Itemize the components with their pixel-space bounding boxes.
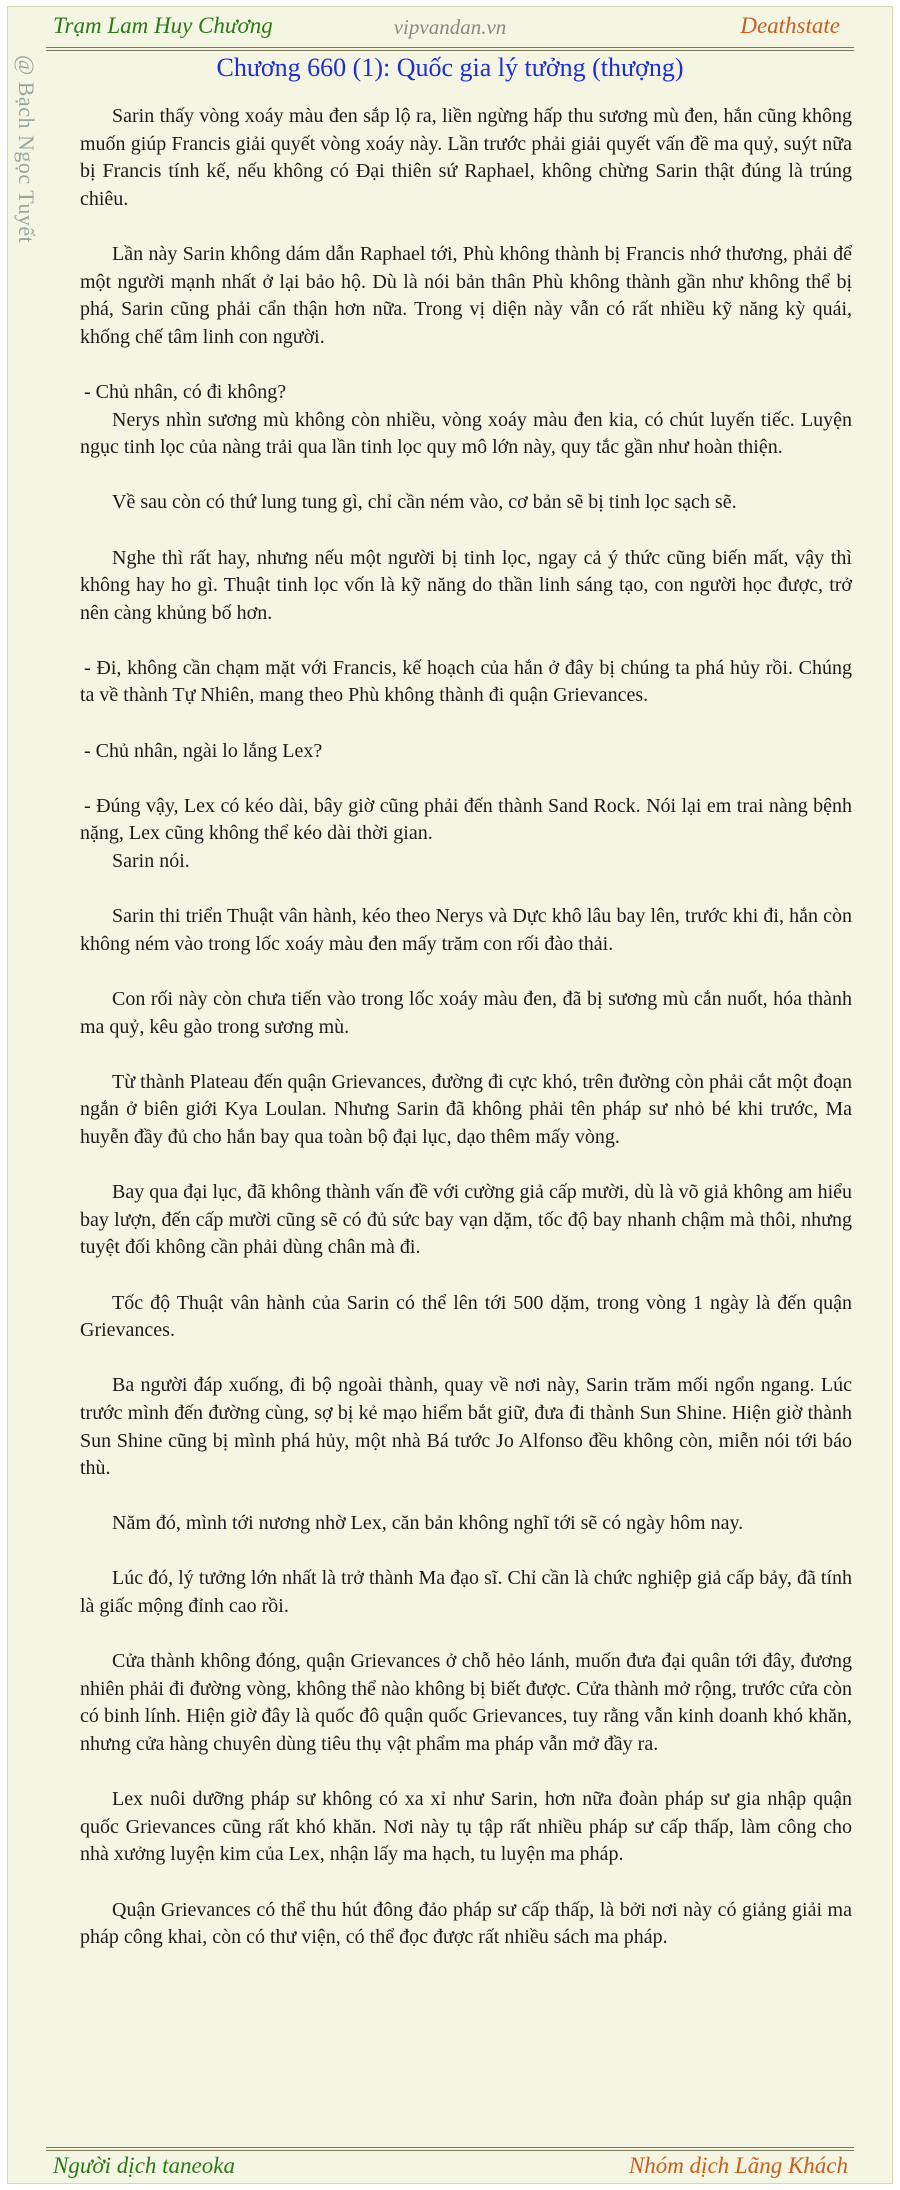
page-footer — [8, 2153, 892, 2183]
header-divider — [46, 47, 854, 48]
header-left-title: Trạm Lam Huy Chương — [53, 13, 273, 38]
footer-group: Nhóm dịch Lãng Khách — [628, 2153, 848, 2178]
chapter-title: Chương 660 (1): Quốc gia lý tưởng (thượng) — [216, 53, 684, 82]
paragraph: Tốc độ Thuật vân hành của Sarin có thể lên tới 500 dặm, trong vòng 1 ngày là đến quận Grievances. — [80, 1291, 852, 1342]
paragraph: Về sau còn có thứ lung tung gì, chỉ cần ném vào, cơ bản sẽ bị tinh lọc sạch sẽ. — [112, 491, 737, 514]
paragraph: Bay qua đại lục, đã không thành vấn đề với cường giả cấp mười, dù là võ giả không am hiểu bay lượn, đến cấp mười cũng sẽ có đủ sức bay vạn dặm, tốc độ bay nhanh chậm mà thôi, nhưng tuyệt đối không cần phải dùng chân mà đi. — [80, 1181, 852, 1259]
paragraph: Ba người đáp xuống, đi bộ ngoài thành, quay về nơi này, Sarin trăm mối ngổn ngang. Lúc trước mình đến đường cùng, sợ bị kẻ mạo hiểm bắt giữ, đưa đi thành Sun Shine. Hiện giờ thành Sun Shine cũng bị mình phá hủy, một nhà Bá tước Jo Alfonso đều không còn, miễn nói tới báo thù. — [80, 1374, 852, 1480]
paragraph: Nghe thì rất hay, nhưng nếu một người bị tinh lọc, ngay cả ý thức cũng biến mất, vậy thì không hay ho gì. Thuật tinh lọc vốn là kỹ năng do thần linh sáng tạo, con người học được, trở nên càng khủng bố hơn. — [80, 546, 852, 624]
header-website: vipvandan.vn — [393, 15, 507, 39]
paragraph: Lần này Sarin không dám dẫn Raphael tới, Phù không thành bị Francis nhớ thương, phải để một người mạnh nhất ở lại bảo hộ. Dù là nói bản thân Phù không thành gần như không thể bị phá, Sarin cũng phải cẩn thận hơn nữa. Trong vị diện này vẫn có rất nhiều kỹ năng kỳ quái, khống chế tâm linh con người. — [80, 242, 852, 348]
paragraph: - Chủ nhân, có đi không? — [84, 380, 287, 403]
paragraph: Từ thành Plateau đến quận Grievances, đường đi cực khó, trên đường còn phải cắt một đoạn ngắn ở biên giới Kya Loulan. Nhưng Sarin đã không phải tên pháp sư nhỏ bé khi trước, Ma huyễn đầy đủ cho hắn bay qua toàn bộ đại lục, dạo thêm mấy vòng. — [80, 1070, 852, 1148]
paragraph: Năm đó, mình tới nương nhờ Lex, căn bản không nghĩ tới sẽ có ngày hôm nay. — [112, 1512, 744, 1535]
footer-divider — [46, 2147, 854, 2148]
page — [7, 6, 893, 2184]
paragraph: Sarin nói. — [112, 850, 190, 873]
paragraph: - Đúng vậy, Lex có kéo dài, bây giờ cũng phải đến thành Sand Rock. Nói lại em trai nàng bệnh nặng, Lex cũng không thể kéo dài thời gian. — [80, 794, 852, 845]
footer-translator: Người dịch taneoka — [53, 2153, 235, 2178]
watermark: @ Bạch Ngọc Tuyết — [14, 55, 39, 244]
paragraph: Sarin thấy vòng xoáy màu đen sắp lộ ra, liền ngừng hấp thu sương mù đen, hắn cũng không muốn giúp Francis giải quyết vòng xoáy này. Lần trước phải giải quyết vấn đề ma quỷ, suýt nữa bị Francis tính kế, nếu không có Đại thiên sứ Raphael, không chừng Sarin thật đúng là trúng chiêu. — [80, 105, 852, 210]
chapter-body — [80, 103, 852, 1979]
paragraph: Quận Grievances có thể thu hút đông đảo pháp sư cấp thấp, là bởi nơi này có giảng giải ma pháp công khai, còn có thư viện, có thể đọc được rất nhiều sách ma pháp. — [80, 1898, 852, 1949]
paragraph: Lúc đó, lý tưởng lớn nhất là trở thành Ma đạo sĩ. Chỉ cần là chức nghiệp giả cấp bảy, đã tính là giấc mộng đỉnh cao rồi. — [80, 1567, 852, 1618]
paragraph: Con rối này còn chưa tiến vào trong lốc xoáy màu đen, đã bị sương mù cắn nuốt, hóa thành ma quỷ, kêu gào trong sương mù. — [80, 988, 852, 1038]
paragraph: - Đi, không cần chạm mặt với Francis, kế hoạch của hắn ở đây bị chúng ta phá hủy rồi. Chúng ta về thành Tự Nhiên, mang theo Phù không thành đi quận Grievances. — [80, 656, 852, 707]
page-header — [8, 7, 892, 45]
footer-divider-secondary — [46, 2150, 854, 2151]
paragraph: Sarin thi triển Thuật vân hành, kéo theo Nerys và Dực khô lâu bay lên, trước khi đi, hắn còn không ném vào trong lốc xoáy màu đen mấy trăm con rối đào thải. — [80, 905, 852, 955]
paragraph: Lex nuôi dưỡng pháp sư không có xa xỉ như Sarin, hơn nữa đoàn pháp sư gia nhập quận quốc Grievances cũng rất khó khăn. Nơi này tụ tập rất nhiều pháp sư cấp thấp, làm công cho nhà xưởng luyện kim của Lex, nhận lấy ma hạch, tu luyện ma pháp. — [80, 1788, 852, 1866]
paragraph: - Chủ nhân, ngài lo lắng Lex? — [84, 739, 323, 762]
header-divider-secondary — [46, 50, 854, 51]
paragraph: Nerys nhìn sương mù không còn nhiều, vòng xoáy màu đen kia, có chút luyến tiếc. Luyện ngục tinh lọc của nàng trải qua lần tinh lọc quy mô lớn này, quy tắc gần như hoàn thiện. — [80, 408, 852, 459]
header-right-title: Deathstate — [740, 13, 840, 38]
paragraph: Cửa thành không đóng, quận Grievances ở chỗ hẻo lánh, muốn đưa đại quân tới đây, đương nhiên phải đi đường vòng, không thể nào không bị biết được. Cửa thành mở rộng, trước cửa còn có binh lính. Hiện giờ đây là quốc đô quận quốc Grievances, tuy rằng vẫn kinh doanh khó khăn, nhưng cửa hàng chuyên dùng tiêu thụ vật phẩm ma pháp vẫn mở đầy ra. — [80, 1650, 852, 1756]
